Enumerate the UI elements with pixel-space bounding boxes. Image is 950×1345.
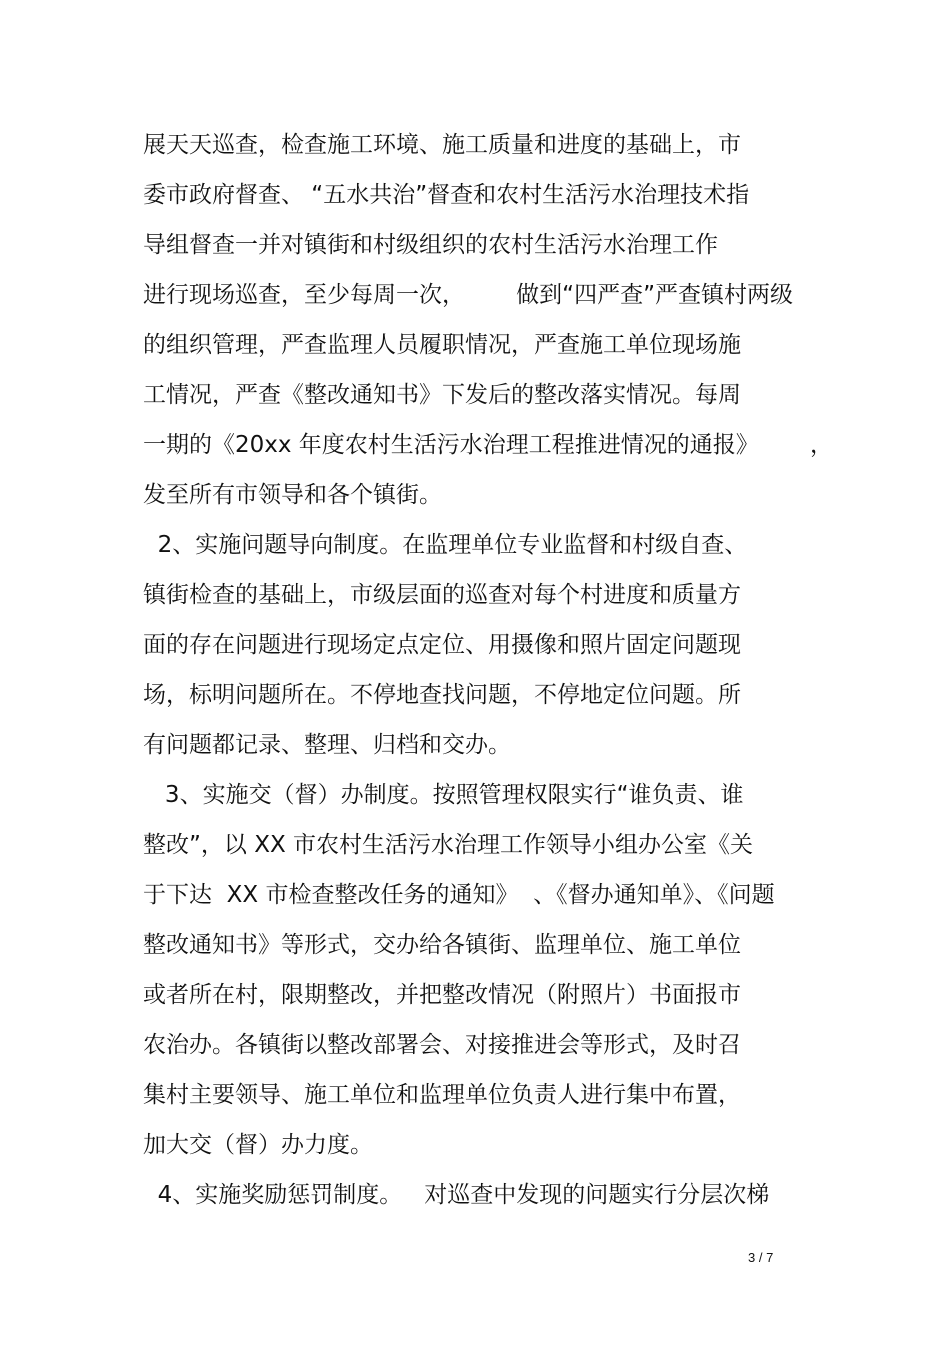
text-line: 4、实施奖励惩罚制度。 对巡查中发现的问题实行分层次梯 xyxy=(143,1182,770,1208)
text-line: 整改通知书》等形式，交办给各镇街、监理单位、施工单位 xyxy=(143,932,741,958)
text-line: 进行现场巡查，至少每周一次， 做到“四严查”严查镇村两级 xyxy=(143,282,794,308)
text-line: 场，标明问题所在。不停地查找问题，不停地定位问题。所 xyxy=(143,682,741,708)
text-line: 加大交（督）办力度。 xyxy=(143,1132,373,1158)
text-line: 导组督查一并对镇街和村级组织的农村生活污水治理工作 xyxy=(143,232,718,258)
text-line: 整改”，以 XX 市农村生活污水治理工作领导小组办公室《关 xyxy=(143,832,754,858)
text-line: 于下达 XX 市检查整改任务的通知》 、《督办通知单》、《问题 xyxy=(143,882,775,908)
text-line: 3、实施交（督）办制度。按照管理权限实行“谁负责、谁 xyxy=(143,782,744,808)
text-line: 一期的《20xx 年度农村生活污水治理工程推进情况的通报》 ， xyxy=(143,432,833,458)
text-line: 2、实施问题导向制度。在监理单位专业监督和村级自查、 xyxy=(143,532,748,558)
text-line: 面的存在问题进行现场定点定位、用摄像和照片固定问题现 xyxy=(143,632,741,658)
text-line: 发至所有市领导和各个镇街。 xyxy=(143,482,442,508)
text-line: 集村主要领导、施工单位和监理单位负责人进行集中布置， xyxy=(143,1082,741,1108)
page-number: 3 / 7 xyxy=(748,1250,774,1265)
text-line: 镇街检查的基础上，市级层面的巡查对每个村进度和质量方 xyxy=(143,582,741,608)
text-line: 委市政府督查、 “五水共治”督查和农村生活污水治理技术指 xyxy=(143,182,750,208)
text-line: 工情况，严查《整改通知书》下发后的整改落实情况。每周 xyxy=(143,382,741,408)
text-line: 或者所在村，限期整改，并把整改情况（附照片）书面报市 xyxy=(143,982,741,1008)
text-line: 展天天巡查，检查施工环境、施工质量和进度的基础上，市 xyxy=(143,132,741,158)
text-line: 的组织管理，严查监理人员履职情况，严查施工单位现场施 xyxy=(143,332,741,358)
text-line: 有问题都记录、整理、归档和交办。 xyxy=(143,732,511,758)
text-line: 农治办。各镇街以整改部署会、对接推进会等形式，及时召 xyxy=(143,1032,741,1058)
